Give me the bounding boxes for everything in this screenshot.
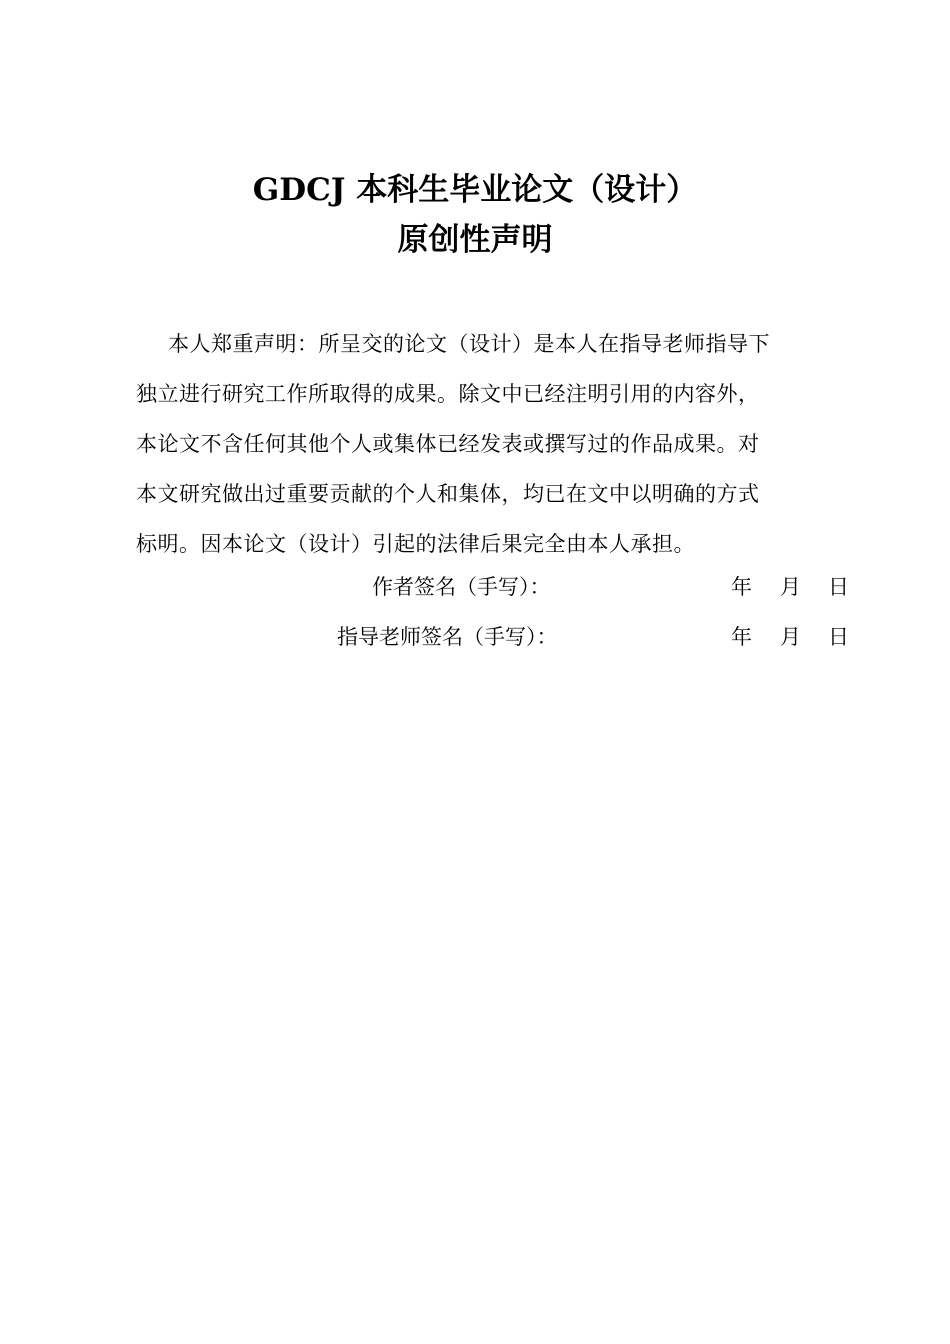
author-signature-label: 作者签名（手写）： xyxy=(372,575,551,599)
advisor-date-year-label: 年 xyxy=(731,625,752,649)
advisor-date-month-label: 月 xyxy=(780,625,801,649)
author-date-month-label: 月 xyxy=(780,575,801,599)
document-subtitle: 原创性声明 xyxy=(397,222,553,258)
advisor-date-day-label: 日 xyxy=(828,625,849,649)
declaration-paragraph xyxy=(136,319,850,569)
advisor-signature-label: 指导老师签名（手写）： xyxy=(337,625,558,649)
advisor-signature-row xyxy=(0,622,950,652)
declaration-line: 独立进行研究工作所取得的成果。除文中已经注明引用的内容外， xyxy=(136,382,760,406)
author-date-day-label: 日 xyxy=(828,575,849,599)
author-signature-row xyxy=(0,572,950,602)
author-date-year-label: 年 xyxy=(731,575,752,599)
declaration-line: 本文研究做出过重要贡献的个人和集体，均已在文中以明确的方式 xyxy=(136,482,760,506)
document-title: GDCJ 本科生毕业论文（设计） xyxy=(252,172,698,208)
declaration-line: 本论文不含任何其他个人或集体已经发表或撰写过的作品成果。对 xyxy=(136,432,760,456)
declaration-line: 标明。因本论文（设计）引起的法律后果完全由本人承担。 xyxy=(136,532,695,556)
declaration-line: 本人郑重声明：所呈交的论文（设计）是本人在指导老师指导下 xyxy=(168,332,770,356)
